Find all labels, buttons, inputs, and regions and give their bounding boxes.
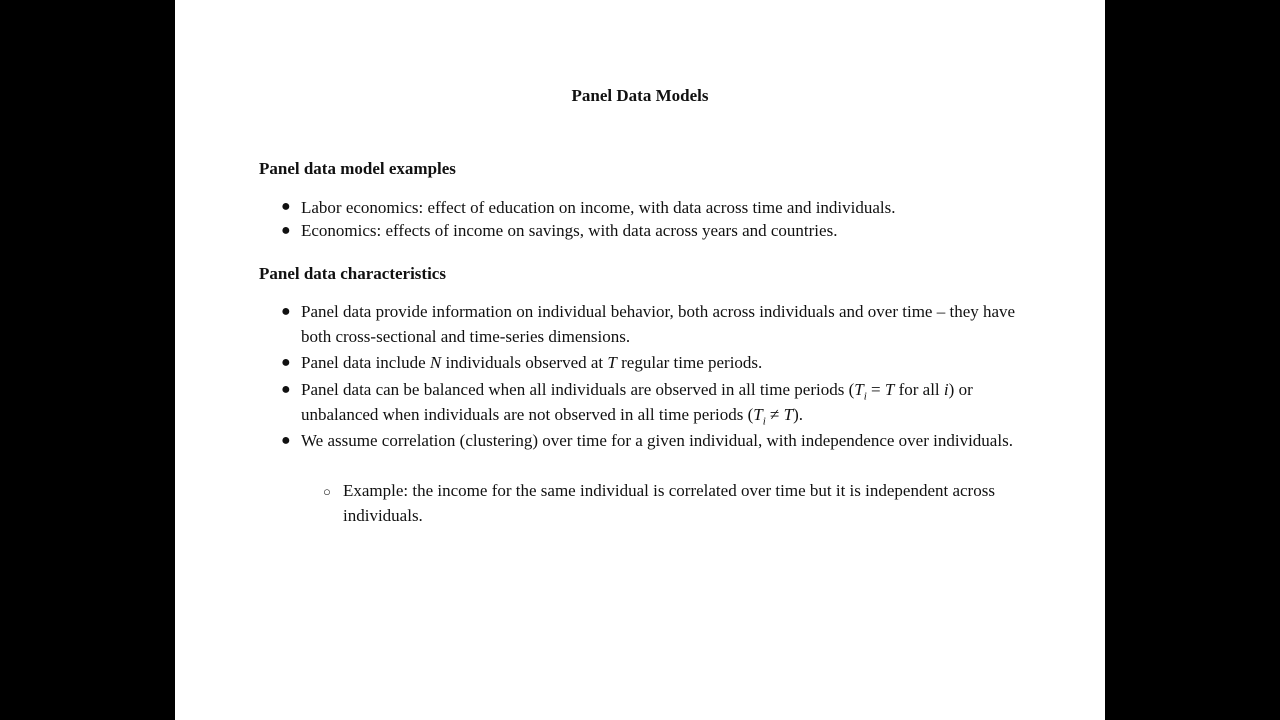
bullet-icon: ● [281,381,291,398]
math-subscript-i: i [863,390,867,403]
math-t: T [854,380,864,399]
math-n: N [429,353,442,372]
list-item: Panel data provide information on individual behavior, both across individuals and over time – they have both cross-sectional and time-series dimensions. [301,302,1016,346]
item-text: individuals observed at [441,353,608,372]
item-text: Panel data include [301,353,430,372]
math-not-equal: ≠ [765,405,784,424]
math-t: T [884,380,895,399]
bullet-icon: ● [281,432,291,449]
item-text: Panel data can be balanced when all individuals are observed in all time periods ( [301,380,855,399]
math-t: T [753,405,763,424]
bullet-icon: ● [281,198,291,215]
math-t: T [607,353,617,372]
math-equals: = [866,380,885,399]
math-t: T [783,405,794,424]
document-page [175,0,1105,720]
bullet-icon: ● [281,222,291,239]
list-item: We assume correlation (clustering) over time for a given individual, with independence over individuals. [301,431,1013,450]
bullet-icon: ● [281,354,291,371]
section-heading-examples: Panel data model examples [259,159,456,178]
section-heading-characteristics: Panel data characteristics [259,264,446,283]
sub-list-item: Example: the income for the same individual is correlated over time but it is independent across individuals. [343,481,995,525]
list-item [301,350,1021,375]
item-text: for all [894,380,944,399]
item-text: ) or unbalanced when individuals are not observed in all time periods ( [301,380,973,424]
item-text: ). [793,405,804,424]
page-title: Panel Data Models [571,86,709,105]
bullet-icon: ● [281,303,291,320]
list-item: Economics: effects of income on savings, with data across years and countries. [301,221,838,240]
list-item [301,377,1021,427]
list-item: Labor economics: effect of education on income, with data across time and individuals. [301,198,896,217]
math-subscript-i: i [762,415,766,428]
circle-bullet-icon: ○ [323,484,331,499]
math-i: i [943,380,949,399]
item-text: regular time periods. [616,353,763,372]
